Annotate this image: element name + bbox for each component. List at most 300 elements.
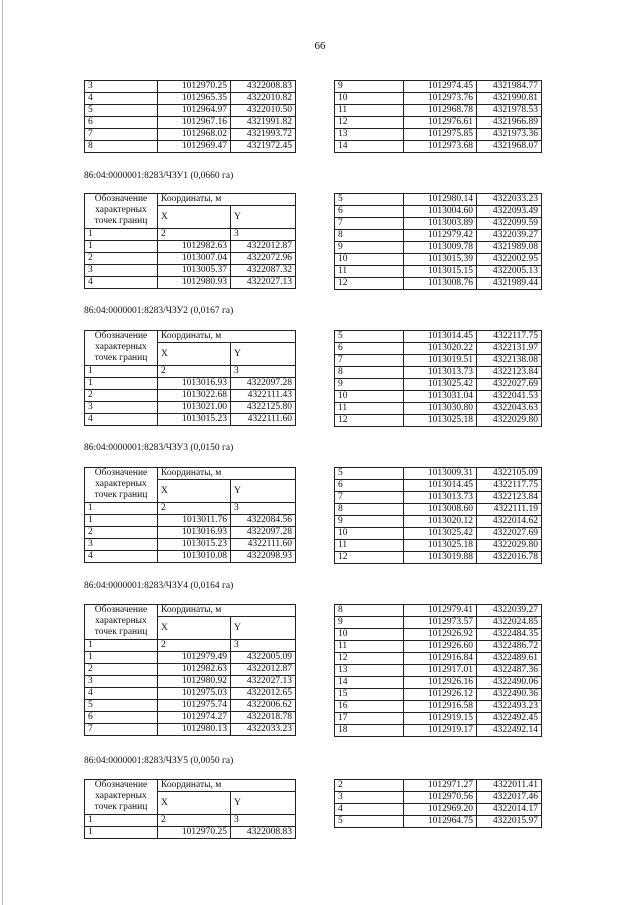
column-index: 3 bbox=[231, 640, 296, 652]
section-title: 86:04:0000001:8283/ЧЗУ2 (0,0167 га) bbox=[84, 306, 234, 316]
x-coordinate-cell: 1012917.01 bbox=[404, 665, 477, 677]
x-header: X bbox=[158, 343, 231, 366]
point-number-cell: 6 bbox=[335, 206, 404, 218]
point-number-cell: 4 bbox=[85, 93, 158, 105]
y-coordinate-cell: 4322111.60 bbox=[231, 539, 296, 551]
table-index-row bbox=[85, 366, 296, 378]
y-coordinate-cell: 4322105.09 bbox=[477, 468, 542, 480]
coords-table-left bbox=[84, 330, 296, 426]
x-coordinate-cell: 1012964.97 bbox=[158, 105, 231, 117]
column-index: 2 bbox=[158, 640, 231, 652]
table-row bbox=[335, 480, 542, 492]
y-header: Y bbox=[231, 792, 296, 815]
y-coordinate-cell: 4322487.36 bbox=[477, 665, 542, 677]
point-number-cell: 9 bbox=[335, 516, 404, 528]
point-number-cell: 15 bbox=[335, 689, 404, 701]
table-row bbox=[85, 265, 296, 277]
point-number-cell: 6 bbox=[85, 712, 158, 724]
y-coordinate-cell: 4322123.84 bbox=[477, 367, 542, 379]
point-number-cell: 6 bbox=[335, 343, 404, 355]
y-coordinate-cell: 4321984.77 bbox=[477, 81, 542, 93]
table-row bbox=[335, 266, 542, 278]
point-label-header: Обозначение характерных точек границ bbox=[85, 468, 158, 503]
table-row bbox=[335, 504, 542, 516]
point-number-cell: 17 bbox=[335, 713, 404, 725]
x-coordinate-cell: 1012926.60 bbox=[404, 641, 477, 653]
x-coordinate-cell: 1012974.27 bbox=[158, 712, 231, 724]
x-coordinate-cell: 1012926.92 bbox=[404, 629, 477, 641]
y-coordinate-cell: 4322027.69 bbox=[477, 379, 542, 391]
table-row bbox=[85, 551, 296, 563]
y-header: Y bbox=[231, 617, 296, 640]
point-number-cell: 12 bbox=[335, 415, 404, 427]
y-coordinate-cell: 4322084.56 bbox=[231, 515, 296, 527]
y-coordinate-cell: 4322015.97 bbox=[477, 816, 542, 828]
y-coordinate-cell: 4322123.84 bbox=[477, 492, 542, 504]
y-coordinate-cell: 4321966.89 bbox=[477, 117, 542, 129]
point-number-cell: 8 bbox=[335, 230, 404, 242]
y-coordinate-cell: 4322486.72 bbox=[477, 641, 542, 653]
point-number-cell: 4 bbox=[85, 414, 158, 426]
x-coordinate-cell: 1012926.12 bbox=[404, 689, 477, 701]
y-coordinate-cell: 4321989.08 bbox=[477, 242, 542, 254]
table-row bbox=[85, 241, 296, 253]
point-number-cell: 7 bbox=[335, 218, 404, 230]
table-index-row bbox=[85, 640, 296, 652]
table-row bbox=[85, 712, 296, 724]
coords-table-left bbox=[84, 779, 296, 839]
x-coordinate-cell: 1012980.92 bbox=[158, 676, 231, 688]
x-coordinate-cell: 1013013.73 bbox=[404, 367, 477, 379]
column-index: 3 bbox=[231, 229, 296, 241]
point-number-cell: 2 bbox=[335, 780, 404, 792]
table-row bbox=[85, 414, 296, 426]
point-label-header: Обозначение характерных точек границ bbox=[85, 605, 158, 640]
table-row bbox=[335, 617, 542, 629]
table-row bbox=[85, 827, 296, 839]
y-coordinate-cell: 4322490.06 bbox=[477, 677, 542, 689]
column-index: 3 bbox=[231, 503, 296, 515]
x-coordinate-cell: 1012975.85 bbox=[404, 129, 477, 141]
point-number-cell: 9 bbox=[335, 81, 404, 93]
y-coordinate-cell: 4321993.72 bbox=[231, 129, 296, 141]
column-index: 2 bbox=[158, 815, 231, 827]
y-coordinate-cell: 4322011.41 bbox=[477, 780, 542, 792]
coordinates-header: Координаты, м bbox=[158, 194, 296, 206]
section-title: 86:04:0000001:8283/ЧЗУ3 (0,0150 га) bbox=[84, 443, 234, 453]
y-coordinate-cell: 4322493.23 bbox=[477, 701, 542, 713]
binder-edge bbox=[2, 0, 3, 905]
x-coordinate-cell: 1013009.31 bbox=[404, 468, 477, 480]
y-header: Y bbox=[231, 343, 296, 366]
x-coordinate-cell: 1012969.20 bbox=[404, 804, 477, 816]
y-coordinate-cell: 4322097.28 bbox=[231, 527, 296, 539]
coords-table-top-left bbox=[84, 80, 296, 153]
coordinates-header: Координаты, м bbox=[158, 468, 296, 480]
y-coordinate-cell: 4322017.46 bbox=[477, 792, 542, 804]
y-coordinate-cell: 4322099.59 bbox=[477, 218, 542, 230]
point-number-cell: 11 bbox=[335, 540, 404, 552]
point-number-cell: 3 bbox=[85, 265, 158, 277]
point-label-header: Обозначение характерных точек границ bbox=[85, 780, 158, 815]
coords-table-right bbox=[334, 604, 542, 737]
y-coordinate-cell: 4322029.80 bbox=[477, 415, 542, 427]
x-coordinate-cell: 1012916.84 bbox=[404, 653, 477, 665]
table-row bbox=[335, 218, 542, 230]
point-number-cell: 5 bbox=[85, 105, 158, 117]
y-coordinate-cell: 4322014.17 bbox=[477, 804, 542, 816]
coordinates-header: Координаты, м bbox=[158, 331, 296, 343]
point-label-header: Обозначение характерных точек границ bbox=[85, 194, 158, 229]
x-coordinate-cell: 1012971.27 bbox=[404, 780, 477, 792]
table-row bbox=[85, 105, 296, 117]
point-number-cell: 8 bbox=[335, 504, 404, 516]
y-coordinate-cell: 4322490.36 bbox=[477, 689, 542, 701]
table-row bbox=[85, 688, 296, 700]
table-row bbox=[335, 254, 542, 266]
section-title: 86:04:0000001:8283/ЧЗУ1 (0,0660 га) bbox=[84, 171, 234, 181]
x-coordinate-cell: 1012974.45 bbox=[404, 81, 477, 93]
x-coordinate-cell: 1012919.15 bbox=[404, 713, 477, 725]
point-number-cell: 8 bbox=[85, 141, 158, 153]
table-row bbox=[335, 391, 542, 403]
y-coordinate-cell: 4322012.87 bbox=[231, 664, 296, 676]
y-coordinate-cell: 4321972.45 bbox=[231, 141, 296, 153]
table-row bbox=[335, 528, 542, 540]
x-coordinate-cell: 1012916.58 bbox=[404, 701, 477, 713]
table-index-row bbox=[85, 815, 296, 827]
point-number-cell: 13 bbox=[335, 129, 404, 141]
point-number-cell: 8 bbox=[335, 605, 404, 617]
y-coordinate-cell: 4321990.81 bbox=[477, 93, 542, 105]
x-coordinate-cell: 1012980.14 bbox=[404, 194, 477, 206]
table-header-row bbox=[85, 194, 296, 206]
y-coordinate-cell: 4322033.23 bbox=[231, 724, 296, 736]
x-coordinate-cell: 1013010.08 bbox=[158, 551, 231, 563]
y-coordinate-cell: 4322098.93 bbox=[231, 551, 296, 563]
x-coordinate-cell: 1012979.41 bbox=[404, 605, 477, 617]
table-row bbox=[335, 665, 542, 677]
table-row bbox=[85, 700, 296, 712]
x-coordinate-cell: 1012973.76 bbox=[404, 93, 477, 105]
y-coordinate-cell: 4322010.82 bbox=[231, 93, 296, 105]
y-coordinate-cell: 4322484.35 bbox=[477, 629, 542, 641]
y-coordinate-cell: 4322138.08 bbox=[477, 355, 542, 367]
point-number-cell: 9 bbox=[335, 617, 404, 629]
y-coordinate-cell: 4321978.53 bbox=[477, 105, 542, 117]
x-coordinate-cell: 1013008.60 bbox=[404, 504, 477, 516]
table-row bbox=[335, 780, 542, 792]
y-coordinate-cell: 4321968.07 bbox=[477, 141, 542, 153]
column-index: 3 bbox=[231, 366, 296, 378]
coords-table-right bbox=[334, 330, 542, 427]
coords-table-right bbox=[334, 467, 542, 564]
column-index: 3 bbox=[231, 815, 296, 827]
column-index: 2 bbox=[158, 366, 231, 378]
point-number-cell: 5 bbox=[335, 468, 404, 480]
coords-table-left bbox=[84, 604, 296, 736]
point-number-cell: 5 bbox=[85, 700, 158, 712]
x-coordinate-cell: 1012982.63 bbox=[158, 664, 231, 676]
x-coordinate-cell: 1013008.76 bbox=[404, 278, 477, 290]
y-coordinate-cell: 4322111.43 bbox=[231, 390, 296, 402]
table-row bbox=[335, 552, 542, 564]
x-coordinate-cell: 1013005.37 bbox=[158, 265, 231, 277]
table-row bbox=[335, 367, 542, 379]
x-coordinate-cell: 1013015.39 bbox=[404, 254, 477, 266]
table-header-row bbox=[85, 331, 296, 343]
y-coordinate-cell: 4322041.53 bbox=[477, 391, 542, 403]
point-number-cell: 14 bbox=[335, 677, 404, 689]
x-coordinate-cell: 1012979.49 bbox=[158, 652, 231, 664]
table-index-row bbox=[85, 229, 296, 241]
table-row bbox=[335, 403, 542, 415]
point-number-cell: 9 bbox=[335, 242, 404, 254]
y-coordinate-cell: 4322016.78 bbox=[477, 552, 542, 564]
x-coordinate-cell: 1013031.04 bbox=[404, 391, 477, 403]
x-coordinate-cell: 1012968.02 bbox=[158, 129, 231, 141]
table-header-row bbox=[85, 780, 296, 792]
x-coordinate-cell: 1012919.17 bbox=[404, 725, 477, 737]
point-number-cell: 4 bbox=[85, 688, 158, 700]
x-coordinate-cell: 1013015.23 bbox=[158, 539, 231, 551]
point-number-cell: 10 bbox=[335, 93, 404, 105]
x-coordinate-cell: 1012926.16 bbox=[404, 677, 477, 689]
table-row bbox=[85, 390, 296, 402]
y-coordinate-cell: 4322117.75 bbox=[477, 480, 542, 492]
table-row bbox=[85, 277, 296, 289]
table-row bbox=[335, 230, 542, 242]
y-coordinate-cell: 4322097.28 bbox=[231, 378, 296, 390]
table-row bbox=[335, 468, 542, 480]
point-number-cell: 5 bbox=[335, 194, 404, 206]
x-coordinate-cell: 1013013.73 bbox=[404, 492, 477, 504]
section-title: 86:04:0000001:8283/ЧЗУ4 (0,0164 га) bbox=[84, 581, 234, 591]
column-index: 1 bbox=[85, 366, 158, 378]
y-coordinate-cell: 4322043.63 bbox=[477, 403, 542, 415]
point-number-cell: 11 bbox=[335, 105, 404, 117]
y-coordinate-cell: 4322489.61 bbox=[477, 653, 542, 665]
point-number-cell: 13 bbox=[335, 665, 404, 677]
point-number-cell: 7 bbox=[335, 355, 404, 367]
column-index: 1 bbox=[85, 815, 158, 827]
table-row bbox=[85, 117, 296, 129]
point-number-cell: 6 bbox=[335, 480, 404, 492]
coordinates-header: Координаты, м bbox=[158, 780, 296, 792]
x-coordinate-cell: 1013019.88 bbox=[404, 552, 477, 564]
y-coordinate-cell: 4322008.83 bbox=[231, 827, 296, 839]
point-number-cell: 3 bbox=[85, 539, 158, 551]
y-coordinate-cell: 4322033.23 bbox=[477, 194, 542, 206]
x-coordinate-cell: 1012980.93 bbox=[158, 277, 231, 289]
coords-table-right bbox=[334, 779, 542, 828]
y-coordinate-cell: 4322024.85 bbox=[477, 617, 542, 629]
table-row bbox=[85, 515, 296, 527]
point-number-cell: 5 bbox=[335, 331, 404, 343]
table-row bbox=[335, 792, 542, 804]
y-coordinate-cell: 4322039.27 bbox=[477, 230, 542, 242]
point-number-cell: 5 bbox=[335, 816, 404, 828]
table-row bbox=[85, 81, 296, 93]
x-coordinate-cell: 1013021.00 bbox=[158, 402, 231, 414]
x-coordinate-cell: 1013014.45 bbox=[404, 480, 477, 492]
point-number-cell: 3 bbox=[85, 676, 158, 688]
point-number-cell: 8 bbox=[335, 367, 404, 379]
table-row bbox=[85, 378, 296, 390]
page-number: 66 bbox=[314, 40, 326, 52]
point-number-cell: 3 bbox=[85, 81, 158, 93]
x-coordinate-cell: 1013014.45 bbox=[404, 331, 477, 343]
x-coordinate-cell: 1012965.35 bbox=[158, 93, 231, 105]
x-coordinate-cell: 1012970.25 bbox=[158, 81, 231, 93]
y-coordinate-cell: 4322010.50 bbox=[231, 105, 296, 117]
coordinates-header: Координаты, м bbox=[158, 605, 296, 617]
y-coordinate-cell: 4322012.65 bbox=[231, 688, 296, 700]
table-row bbox=[335, 242, 542, 254]
point-number-cell: 7 bbox=[85, 129, 158, 141]
table-row bbox=[335, 492, 542, 504]
x-coordinate-cell: 1012976.61 bbox=[404, 117, 477, 129]
table-row bbox=[85, 664, 296, 676]
point-number-cell: 14 bbox=[335, 141, 404, 153]
point-number-cell: 10 bbox=[335, 391, 404, 403]
y-coordinate-cell: 4322111.19 bbox=[477, 504, 542, 516]
table-row bbox=[335, 516, 542, 528]
point-number-cell: 12 bbox=[335, 653, 404, 665]
x-header: X bbox=[158, 480, 231, 503]
coords-table-top-right bbox=[334, 80, 542, 153]
point-number-cell: 4 bbox=[335, 804, 404, 816]
point-number-cell: 1 bbox=[85, 652, 158, 664]
y-coordinate-cell: 4322014.62 bbox=[477, 516, 542, 528]
x-coordinate-cell: 1013020.22 bbox=[404, 343, 477, 355]
y-coordinate-cell: 4322006.62 bbox=[231, 700, 296, 712]
point-number-cell: 16 bbox=[335, 701, 404, 713]
x-coordinate-cell: 1012970.56 bbox=[404, 792, 477, 804]
x-coordinate-cell: 1013003.89 bbox=[404, 218, 477, 230]
x-coordinate-cell: 1012969.47 bbox=[158, 141, 231, 153]
y-coordinate-cell: 4322117.75 bbox=[477, 331, 542, 343]
point-number-cell: 3 bbox=[335, 792, 404, 804]
y-header: Y bbox=[231, 480, 296, 503]
point-number-cell: 4 bbox=[85, 277, 158, 289]
column-index: 1 bbox=[85, 229, 158, 241]
point-number-cell: 11 bbox=[335, 403, 404, 415]
table-row bbox=[335, 81, 542, 93]
table-row bbox=[335, 93, 542, 105]
x-coordinate-cell: 1013022.68 bbox=[158, 390, 231, 402]
coords-table-left bbox=[84, 467, 296, 563]
point-label-header: Обозначение характерных точек границ bbox=[85, 331, 158, 366]
point-number-cell: 12 bbox=[335, 552, 404, 564]
column-index: 2 bbox=[158, 229, 231, 241]
point-number-cell: 1 bbox=[85, 827, 158, 839]
x-coordinate-cell: 1013016.93 bbox=[158, 378, 231, 390]
x-coordinate-cell: 1012968.78 bbox=[404, 105, 477, 117]
table-row bbox=[85, 539, 296, 551]
table-row bbox=[335, 129, 542, 141]
table-row bbox=[85, 129, 296, 141]
table-row bbox=[335, 331, 542, 343]
table-row bbox=[85, 527, 296, 539]
table-row bbox=[85, 676, 296, 688]
table-row bbox=[335, 355, 542, 367]
point-number-cell: 4 bbox=[85, 551, 158, 563]
table-row bbox=[335, 415, 542, 427]
y-coordinate-cell: 4322125.80 bbox=[231, 402, 296, 414]
x-coordinate-cell: 1013015.23 bbox=[158, 414, 231, 426]
x-header: X bbox=[158, 792, 231, 815]
x-coordinate-cell: 1013019.51 bbox=[404, 355, 477, 367]
y-coordinate-cell: 4322072.96 bbox=[231, 253, 296, 265]
table-row bbox=[335, 540, 542, 552]
point-number-cell: 11 bbox=[335, 266, 404, 278]
point-number-cell: 3 bbox=[85, 402, 158, 414]
table-row bbox=[335, 206, 542, 218]
table-row bbox=[335, 194, 542, 206]
table-row bbox=[335, 379, 542, 391]
x-coordinate-cell: 1012973.68 bbox=[404, 141, 477, 153]
point-number-cell: 10 bbox=[335, 629, 404, 641]
table-row bbox=[335, 641, 542, 653]
y-coordinate-cell: 4322039.27 bbox=[477, 605, 542, 617]
table-row bbox=[335, 689, 542, 701]
y-coordinate-cell: 4322087.32 bbox=[231, 265, 296, 277]
y-coordinate-cell: 4322027.13 bbox=[231, 277, 296, 289]
point-number-cell: 2 bbox=[85, 253, 158, 265]
point-number-cell: 10 bbox=[335, 254, 404, 266]
x-coordinate-cell: 1013025.18 bbox=[404, 415, 477, 427]
point-number-cell: 9 bbox=[335, 379, 404, 391]
section-title: 86:04:0000001:8283/ЧЗУ5 (0,0050 га) bbox=[84, 756, 234, 766]
column-index: 2 bbox=[158, 503, 231, 515]
x-header: X bbox=[158, 617, 231, 640]
table-row bbox=[335, 278, 542, 290]
x-coordinate-cell: 1012970.25 bbox=[158, 827, 231, 839]
table-row bbox=[335, 629, 542, 641]
x-coordinate-cell: 1012964.75 bbox=[404, 816, 477, 828]
table-row bbox=[335, 653, 542, 665]
y-coordinate-cell: 4322012.87 bbox=[231, 241, 296, 253]
y-coordinate-cell: 4322492.45 bbox=[477, 713, 542, 725]
x-coordinate-cell: 1013015.15 bbox=[404, 266, 477, 278]
table-header-row bbox=[85, 468, 296, 480]
x-coordinate-cell: 1012980.13 bbox=[158, 724, 231, 736]
table-header-row bbox=[85, 605, 296, 617]
point-number-cell: 12 bbox=[335, 117, 404, 129]
y-coordinate-cell: 4322093.49 bbox=[477, 206, 542, 218]
table-row bbox=[335, 105, 542, 117]
table-row bbox=[335, 816, 542, 828]
x-header: X bbox=[158, 206, 231, 229]
point-number-cell: 6 bbox=[85, 117, 158, 129]
y-coordinate-cell: 4322131.97 bbox=[477, 343, 542, 355]
x-coordinate-cell: 1012973.57 bbox=[404, 617, 477, 629]
point-number-cell: 18 bbox=[335, 725, 404, 737]
y-coordinate-cell: 4322027.13 bbox=[231, 676, 296, 688]
x-coordinate-cell: 1013004.60 bbox=[404, 206, 477, 218]
point-number-cell: 7 bbox=[85, 724, 158, 736]
point-number-cell: 2 bbox=[85, 390, 158, 402]
table-row bbox=[85, 724, 296, 736]
table-row bbox=[85, 402, 296, 414]
x-coordinate-cell: 1013011.76 bbox=[158, 515, 231, 527]
table-row bbox=[335, 117, 542, 129]
table-row bbox=[335, 141, 542, 153]
y-coordinate-cell: 4322002.95 bbox=[477, 254, 542, 266]
x-coordinate-cell: 1012982.63 bbox=[158, 241, 231, 253]
y-coordinate-cell: 4322492.14 bbox=[477, 725, 542, 737]
